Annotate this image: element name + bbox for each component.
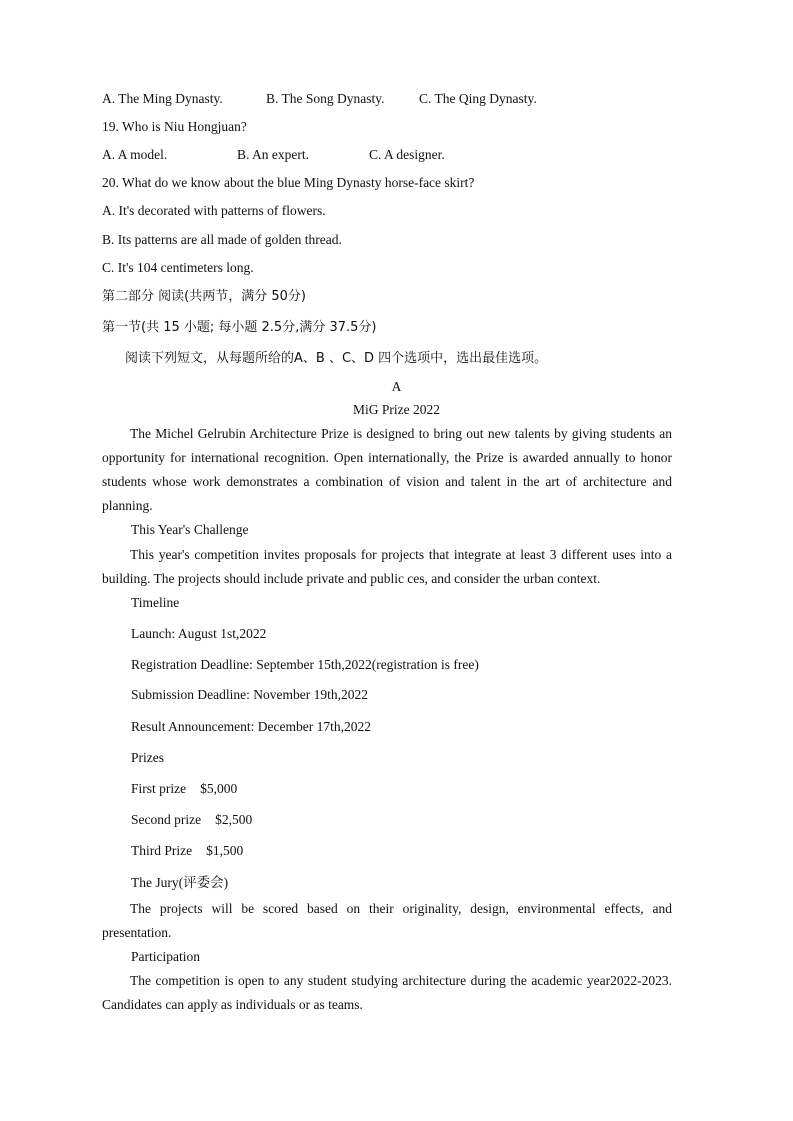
timeline-heading: Timeline — [131, 595, 180, 610]
timeline-item: Registration Deadline: September 15th,2022(registration is free) — [131, 657, 479, 672]
prize-row — [131, 842, 243, 860]
q18-option-c: C. The Qing Dynasty. — [419, 91, 537, 106]
participation-text: The competition is open to any student studying architecture during the academic year2022-2023. Candidates can apply as individuals or as teams. — [102, 973, 672, 1012]
section1-heading: 第一节(共 15 小题; 每小题 2.5分,满分 37.5分) — [102, 320, 377, 335]
q20-option-b: B. Its patterns are all made of golden thread. — [102, 232, 342, 247]
q19-option-b: B. An expert. — [237, 147, 309, 162]
part2-heading: 第二部分 阅读(共两节，满分 50分) — [102, 289, 306, 304]
q19-option-a: A. A model. — [102, 147, 168, 162]
challenge-heading: This Year's Challenge — [131, 522, 249, 537]
intro-text: The Michel Gelrubin Architecture Prize is designed to bring out new talents by giving students an opportunity for international recognition. Open internationally, the Prize is awarded annually to honor students whose work demonstrates a combination of vision and talent in the art of architecture and planning. — [102, 426, 672, 513]
prize-amount: $2,500 — [215, 812, 253, 827]
q18-option-b: B. The Song Dynasty. — [266, 91, 385, 106]
timeline-item: Submission Deadline: November 19th,2022 — [131, 687, 368, 702]
passage-letter: A — [391, 379, 402, 394]
timeline-item: Result Announcement: December 17th,2022 — [131, 719, 371, 734]
q19-option-c: C. A designer. — [369, 147, 445, 162]
participation-paragraph — [102, 969, 672, 1017]
jury-heading: The Jury(评委会) — [131, 875, 229, 890]
challenge-text: This year's competition invites proposals for projects that integrate at least 3 different uses into a building. The projects should include private and public ces, and consider the urban context. — [102, 547, 672, 586]
q20-option-a: A. It's decorated with patterns of flowers. — [102, 203, 326, 218]
jury-paragraph — [102, 897, 672, 945]
intro-paragraph — [102, 422, 672, 518]
challenge-paragraph — [102, 543, 672, 591]
timeline-item: Launch: August 1st,2022 — [131, 626, 267, 641]
reading-instruction: 阅读下列短文，从每题所给的A、B 、C、D 四个选项中，选出最佳选项。 — [125, 351, 548, 366]
prizes-heading: Prizes — [131, 750, 164, 765]
passage-title: MiG Prize 2022 — [353, 402, 440, 417]
prize-row — [131, 780, 237, 798]
prize-label: Second prize — [131, 812, 202, 827]
q18-option-a: A. The Ming Dynasty. — [102, 91, 223, 106]
prize-row — [131, 811, 252, 829]
q20-question: 20. What do we know about the blue Ming Dynasty horse-face skirt? — [102, 175, 475, 190]
participation-heading: Participation — [131, 949, 200, 964]
prize-label: Third Prize — [131, 843, 193, 858]
prize-amount: $5,000 — [200, 781, 238, 796]
q20-option-c: C. It's 104 centimeters long. — [102, 260, 254, 275]
q19-question: 19. Who is Niu Hongjuan? — [102, 119, 247, 134]
prize-label: First prize — [131, 781, 187, 796]
jury-text: The projects will be scored based on their originality, design, environmental effects, and presentation. — [102, 901, 672, 940]
prize-amount: $1,500 — [206, 843, 244, 858]
